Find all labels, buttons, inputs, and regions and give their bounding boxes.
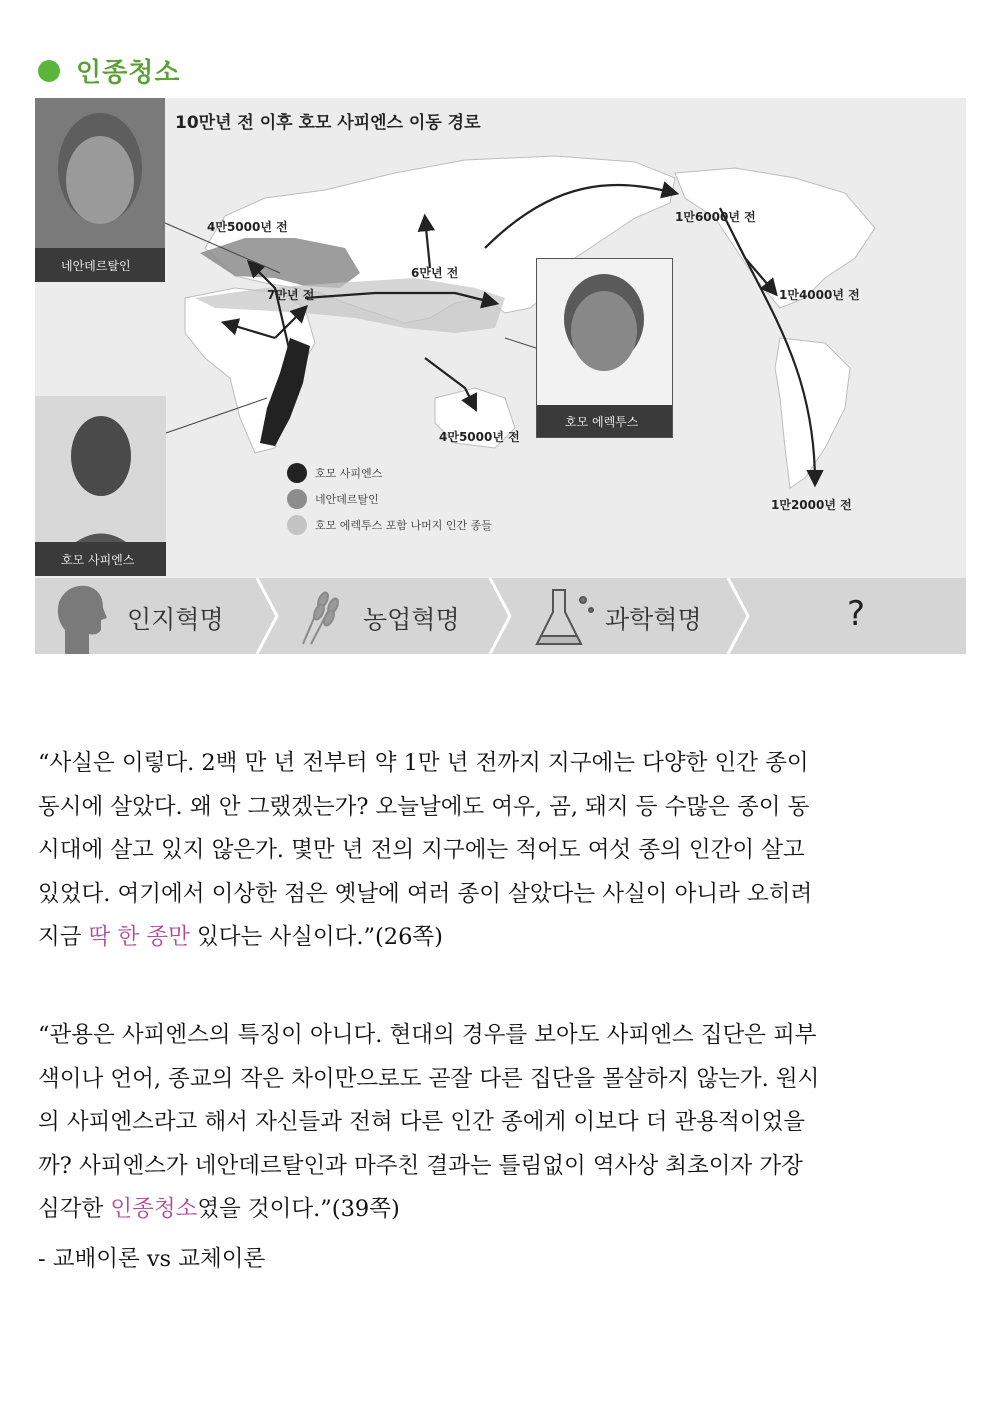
label-north-america: 1만4000년 전: [779, 288, 860, 302]
quote-paragraph-2: [38, 1014, 958, 1232]
quote-paragraph-1: [38, 742, 958, 960]
world-map: [35, 98, 966, 558]
label-middle-east: 7만년 전: [267, 288, 315, 302]
paragraph-line: 있었다. 여기에서 이상한 점은 옛날에 여러 종이 살았다는 사실이 아니라 오히려: [38, 880, 813, 907]
legend-label: 호모 에렉투스 포함 나머지 인간 종들: [315, 519, 492, 532]
sapiens-portrait: [35, 396, 166, 576]
text-segment: 였을 것이다.”(39쪽): [197, 1196, 400, 1222]
highlighted-phrase: 딱 한 종만: [88, 924, 190, 950]
section-title: 인종청소: [76, 58, 181, 88]
paragraph-line: “관용은 사피엔스의 특징이 아니다. 현대의 경우를 보아도 사피엔스 집단은 피부: [38, 1022, 817, 1048]
paragraph-line: 색이나 언어, 종교의 작은 차이만으로도 곧잘 다른 집단을 몰살하지 않는가. 원시: [38, 1065, 820, 1092]
neanderthal-caption: 네안데르탈인: [35, 248, 165, 282]
bullet-dot-icon: [38, 60, 60, 82]
text-segment: 심각한: [38, 1196, 111, 1222]
map-legend: [287, 460, 492, 538]
revolution-timeline: [35, 578, 966, 654]
text-segment: 지금: [38, 924, 89, 950]
legend-swatch-other: [287, 515, 307, 535]
timeline-stage-cognitive: 인지혁명: [127, 605, 224, 634]
south-america-landmass: [775, 338, 850, 488]
legend-swatch-sapiens: [287, 463, 307, 483]
timeline-stage-unknown: ?: [847, 594, 866, 634]
highlighted-phrase: 인종청소: [110, 1196, 198, 1222]
timeline-stage-agricultural: 농업혁명: [363, 605, 460, 634]
legend-swatch-neanderthal: [287, 489, 307, 509]
legend-item-neanderthal: [287, 486, 492, 512]
paragraph-line: 동시에 살았다. 왜 안 그랬겠는가? 오늘날에도 여우, 곰, 돼지 등 수많은 종이 동: [38, 793, 810, 820]
legend-label: 네안데르탈인: [315, 493, 379, 506]
paragraph-line: 까? 사피엔스가 네안데르탈인과 마주친 결과는 틀림없이 역사상 최초이자 가장: [38, 1152, 803, 1179]
label-australia: 4만5000년 전: [439, 430, 520, 444]
section-heading: [38, 52, 180, 89]
label-asia: 6만년 전: [411, 266, 459, 280]
timeline-stage-scientific: 과학혁명: [605, 605, 702, 634]
text-segment: 있다는 사실이다.”(26쪽): [189, 924, 443, 950]
paragraph-last-line: [38, 916, 958, 960]
label-south-america: 1만2000년 전: [771, 498, 852, 512]
paragraph-last-line: [38, 1188, 958, 1232]
neanderthal-portrait: [35, 98, 165, 282]
label-alaska: 1만6000년 전: [675, 210, 756, 224]
legend-item-other: [287, 512, 492, 538]
paragraph-line: “사실은 이렇다. 2백 만 년 전부터 약 1만 년 전까지 지구에는 다양한 인간 종이: [38, 750, 809, 776]
paragraph-line: 의 사피엔스라고 해서 자신들과 전혀 다른 인간 종에게 이보다 더 관용적이었을: [38, 1109, 806, 1135]
flask-icon: [537, 590, 593, 644]
migration-figure: [35, 98, 966, 654]
wheat-icon: [303, 591, 340, 644]
paragraph-line: 시대에 살고 있지 않은가. 몇만 년 전의 지구에는 적어도 여섯 종의 인간이 살고: [38, 837, 805, 863]
theory-reference: - 교배이론 vs 교체이론: [38, 1246, 266, 1272]
map-title: 10만년 전 이후 호모 사피엔스 이동 경로: [175, 113, 481, 133]
sapiens-caption: 호모 사피엔스: [35, 542, 166, 576]
erectus-caption: 호모 에렉투스: [537, 405, 672, 437]
label-europe: 4만5000년 전: [207, 220, 288, 234]
legend-label: 호모 사피엔스: [315, 467, 383, 480]
legend-item-sapiens: [287, 460, 492, 486]
head-silhouette-icon: [58, 586, 107, 654]
erectus-portrait: [536, 258, 673, 438]
